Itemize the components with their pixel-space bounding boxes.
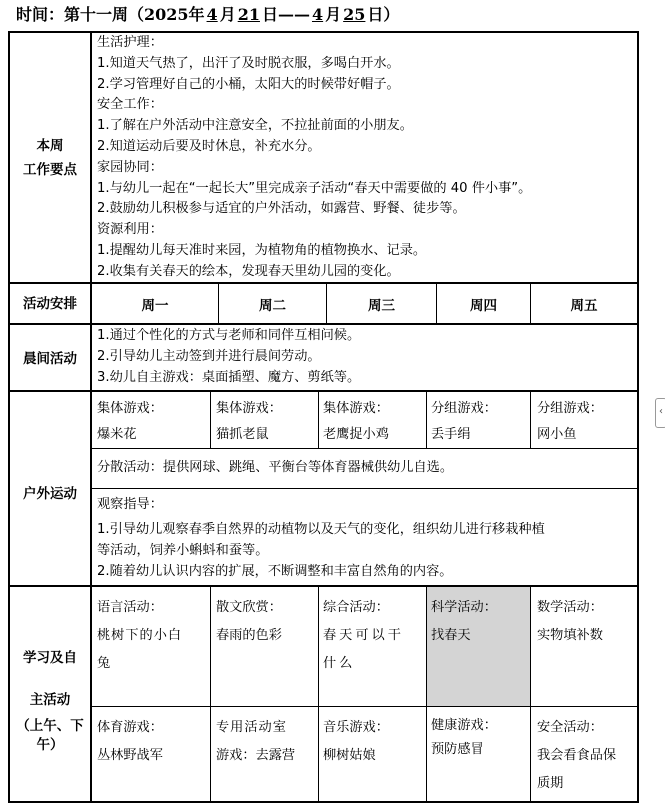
learning-label: 学习及自 主活动 （上午、下 午）: [16, 650, 84, 753]
header-prefix: 时间：第十一周（2025年: [16, 5, 205, 24]
label-divider: [90, 31, 92, 803]
outdoor-game-friday: 分组游戏： 网小鱼: [537, 401, 603, 442]
row-divider: [8, 323, 639, 325]
focus-line: 2.知道运动后要及时休息，补充水分。: [97, 138, 321, 154]
col-divider: [210, 585, 211, 803]
morning-line: 2.引导幼儿主动签到并进行晨间劳动。: [97, 348, 321, 364]
outdoor-game-wednesday: 集体游戏： 老鹰捉小鸡: [323, 401, 389, 442]
col-divider: [530, 390, 531, 448]
learning-health: 健康游戏： 预防感冒: [431, 718, 497, 757]
morning-content: [97, 326, 637, 388]
row-divider: [90, 706, 639, 707]
outdoor-game-monday: 集体游戏： 爆米花: [97, 401, 163, 442]
learning-language: 语言活动： 桃树下的小白 兔: [97, 600, 183, 671]
end-day: 25: [343, 5, 366, 24]
row-divider: [8, 585, 639, 587]
focus-line: 2.鼓励幼儿积极参与适宜的户外活动，如露营、野餐、徒步等。: [97, 201, 466, 217]
col-divider: [318, 585, 319, 803]
focus-content: [97, 33, 637, 283]
focus-line: 1.了解在户外活动中注意安全，不拉扯前面的小朋友。: [97, 118, 413, 134]
focus-label: 本周 工作要点: [23, 138, 77, 178]
day-tuesday: 周二: [259, 298, 286, 314]
outdoor-observe: 观察指导： 1.引导幼儿观察春季自然界的动植物以及天气的变化，组织幼儿进行移栽种植 等活动，饲养小蝌蚪和蚕等。 2.随着幼儿认识内容的扩展，不断调整和丰富自然角的内容。: [97, 497, 545, 579]
col-divider: [530, 585, 531, 803]
outdoor-label: 户外运动: [23, 486, 77, 502]
morning-label: 晨间活动: [23, 351, 77, 367]
focus-line: 1.知道天气热了，出汗了及时脱衣服，多喝白开水。: [97, 55, 400, 71]
focus-line: 安全工作：: [97, 97, 163, 113]
day-thursday: 周四: [470, 298, 497, 314]
side-scroll-handle[interactable]: ‹: [655, 398, 665, 428]
focus-line: 2.收集有关春天的绘本，发现春天里幼儿园的变化。: [97, 263, 400, 279]
row-divider: [90, 488, 639, 489]
start-day: 21: [237, 5, 260, 24]
end-month: 4: [311, 5, 324, 24]
focus-line: 1.提醒幼儿每天准时来园，为植物角的植物换水、记录。: [97, 242, 427, 258]
focus-line: 2.学习管理好自己的小桶，太阳大的时候带好帽子。: [97, 76, 400, 92]
learning-music: 音乐游戏： 柳树姑娘: [323, 720, 389, 763]
month-char: 月: [219, 5, 236, 24]
row-divider: [8, 390, 639, 392]
col-divider: [210, 390, 211, 448]
outdoor-game-thursday: 分组游戏： 丢手绢: [431, 401, 497, 442]
start-month: 4: [206, 5, 218, 24]
week-header: [16, 2, 399, 25]
morning-line: 1.通过个性化的方式与老师和同伴互相问候。: [97, 328, 361, 343]
learning-integrated: 综合活动： 春天可以干 什么: [323, 600, 404, 671]
focus-line: 生活护理：: [97, 35, 163, 50]
focus-line: 资源利用：: [97, 222, 163, 238]
learning-science: 科学活动： 找春天: [431, 600, 497, 643]
learning-room: 专用活动室 游戏：去露营: [216, 720, 296, 763]
col-divider: [426, 585, 427, 803]
day-friday: 周五: [570, 298, 598, 314]
day-wednesday: 周三: [368, 298, 395, 314]
schedule-label: 活动安排: [23, 296, 77, 312]
outdoor-game-tuesday: 集体游戏： 猫抓老鼠: [216, 401, 282, 442]
col-divider: [318, 390, 319, 448]
learning-safety: 安全活动： 我会看食品保 质期: [537, 720, 617, 791]
day-suffix: 日）: [367, 5, 400, 24]
day-monday: 周一: [141, 298, 169, 314]
outdoor-scattered: 分散活动：提供网球、跳绳、平衡台等体育器械供幼儿自选。: [97, 460, 454, 475]
learning-prose: 散文欣赏： 春雨的色彩: [216, 600, 282, 643]
morning-line: 3.幼儿自主游戏：桌面插塑、魔方、剪纸等。: [97, 369, 361, 385]
learning-sports: 体育游戏： 丛林野战军: [97, 720, 163, 763]
focus-line: 1.与幼儿一起在“一起长大”里完成亲子活动“春天中需要做的 40 件小事”。: [97, 180, 532, 196]
focus-line: 家园协同：: [97, 159, 163, 175]
day-dash: 日——: [261, 5, 310, 24]
learning-math: 数学活动： 实物填补数: [537, 600, 603, 643]
row-divider: [90, 448, 639, 449]
col-divider: [426, 390, 427, 448]
month-char: 月: [325, 5, 342, 24]
